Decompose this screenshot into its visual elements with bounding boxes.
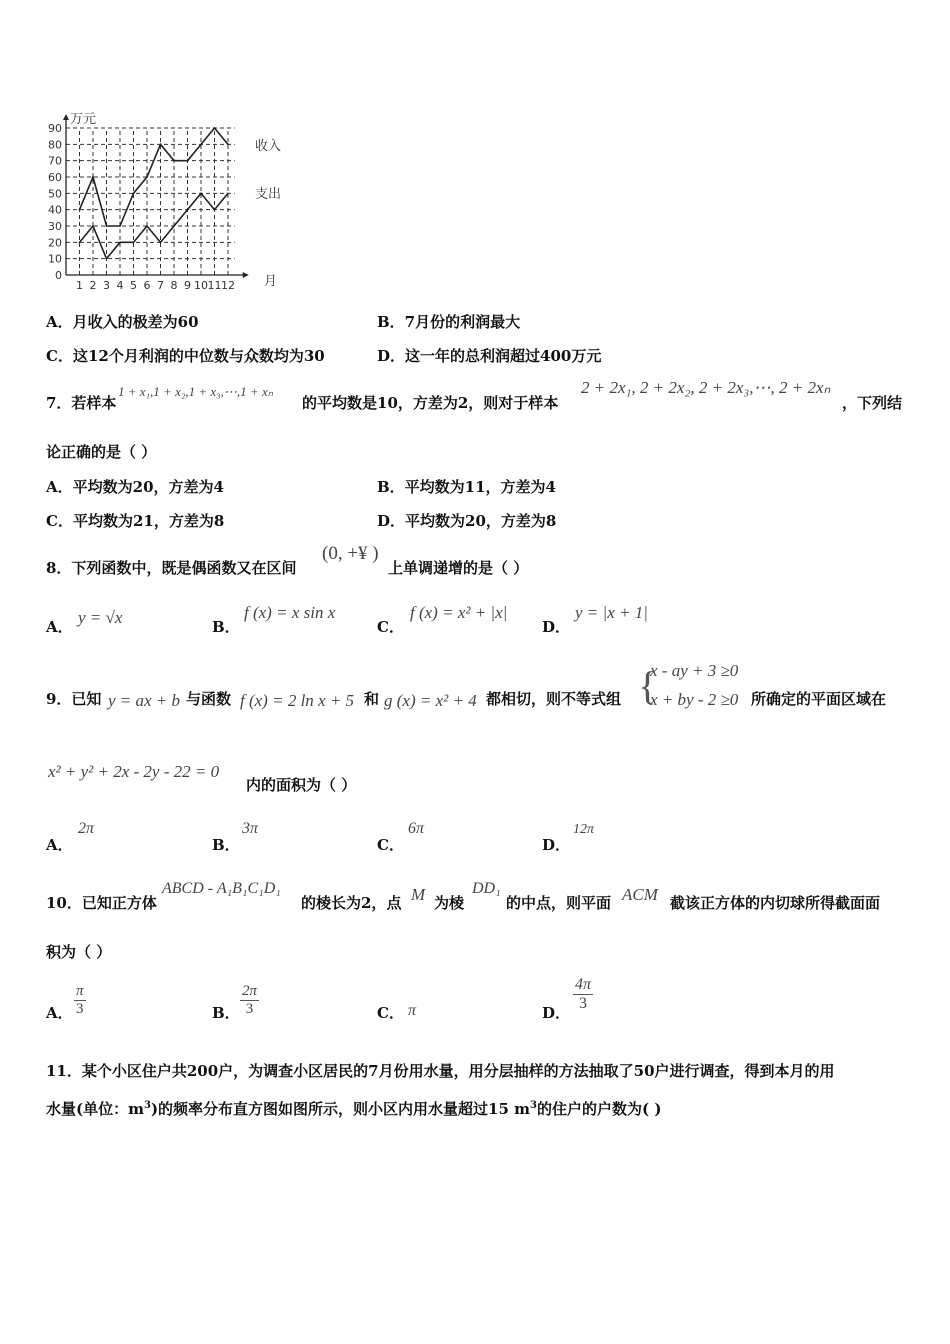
y-tick-label: 80 bbox=[48, 138, 62, 152]
data-point bbox=[187, 209, 189, 211]
q8-label-c[interactable]: C． bbox=[377, 618, 404, 636]
data-point bbox=[146, 225, 148, 227]
q10-t3: 的中点，则平面 bbox=[506, 894, 612, 912]
q7-option-d[interactable]: D．平均数为20，方差为8 bbox=[377, 512, 557, 530]
q10-option-a-num: π bbox=[76, 983, 84, 999]
data-point bbox=[160, 144, 162, 146]
data-point bbox=[119, 225, 121, 227]
q8-label-b[interactable]: B． bbox=[212, 618, 240, 636]
q7-sample1: 1 + x₁,1 + x₂,1 + x₃,⋯,1 + xₙ bbox=[118, 384, 273, 399]
q10-option-b[interactable] bbox=[240, 983, 259, 1018]
y-tick-label: 60 bbox=[48, 171, 62, 184]
q10-cube: ABCD - A₁B₁C₁D₁ bbox=[162, 880, 281, 897]
q9-label-b[interactable]: B． bbox=[212, 836, 240, 854]
q8-option-c[interactable]: f (x) = x² + |x| bbox=[410, 603, 508, 622]
q7-option-a[interactable]: A．平均数为20，方差为4 bbox=[46, 478, 224, 496]
q9-option-c[interactable]: 6π bbox=[408, 820, 425, 837]
x-tick-label: 2 bbox=[89, 279, 97, 292]
q8-label-a[interactable]: A． bbox=[46, 618, 73, 636]
data-point bbox=[92, 225, 94, 227]
legend-income: 收入 bbox=[255, 139, 282, 154]
y-axis-label: 万元 bbox=[70, 112, 97, 127]
data-point bbox=[214, 127, 216, 129]
q9-line: y = ax + b bbox=[108, 691, 181, 710]
q7-option-c[interactable]: C．平均数为21，方差为8 bbox=[46, 512, 225, 530]
q6-option-b[interactable]: B．7月份的利润最大 bbox=[377, 313, 521, 331]
q10-plane: ACM bbox=[622, 885, 658, 904]
q7-mid: 的平均数是10，方差为2，则对于样本 bbox=[302, 394, 559, 412]
data-point bbox=[173, 160, 175, 162]
data-point bbox=[227, 193, 229, 195]
q9-label-d[interactable]: D． bbox=[542, 836, 571, 854]
q10-option-b-num: 2π bbox=[242, 983, 258, 999]
data-point bbox=[133, 193, 135, 195]
q10-label-a[interactable]: A． bbox=[46, 1004, 73, 1022]
q9-t2: 和 bbox=[364, 690, 380, 708]
y-tick-label: 20 bbox=[48, 236, 62, 250]
q9-g: g (x) = x² + 4 bbox=[384, 691, 477, 710]
x-tick-label: 5 bbox=[130, 279, 137, 292]
q10-option-b-den: 3 bbox=[245, 1001, 254, 1017]
q9-option-b[interactable]: 3π bbox=[242, 820, 259, 837]
q9-option-d[interactable]: 12π bbox=[573, 822, 595, 837]
y-tick-label: 90 bbox=[48, 122, 62, 135]
q9-prefix: 9．已知 bbox=[46, 690, 102, 708]
q10-t4: 截该正方体的内切球所得截面面 bbox=[670, 894, 881, 912]
data-point bbox=[173, 225, 175, 227]
x-tick-label: 1 bbox=[76, 279, 83, 292]
q9-label-c[interactable]: C． bbox=[377, 836, 404, 854]
q10-option-c[interactable]: π bbox=[408, 1002, 417, 1019]
q10-option-a[interactable] bbox=[74, 983, 86, 1018]
q7-sample2: 2 + 2x₁, 2 + 2x₂, 2 + 2x₃,⋯, 2 + 2xₙ bbox=[581, 378, 831, 397]
q11-sup1: 3 bbox=[143, 1100, 151, 1111]
q7-prefix: 7．若样本 bbox=[46, 394, 117, 412]
q10-option-d-num: 4π bbox=[575, 976, 592, 993]
q7-suffix: ，下列结 bbox=[842, 394, 903, 412]
x-axis-arrow bbox=[243, 272, 249, 278]
q11-line2b: )的频率分布直方图如图所示，则小区内用水量超过15 m bbox=[150, 1100, 531, 1118]
q9-circle: x² + y² + 2x - 2y - 22 = 0 bbox=[48, 762, 220, 781]
q10-prefix: 10．已知正方体 bbox=[46, 894, 157, 912]
q7-option-b[interactable]: B．平均数为11，方差为4 bbox=[377, 478, 556, 496]
q11-sup2: 3 bbox=[530, 1100, 537, 1111]
chart-ticks bbox=[48, 122, 235, 292]
data-point bbox=[119, 242, 121, 244]
q8-suffix: 上单调递增的是（ ） bbox=[388, 559, 529, 577]
q9-t1: 与函数 bbox=[186, 690, 232, 708]
x-tick-label: 7 bbox=[157, 279, 164, 292]
x-tick-label: 9 bbox=[184, 279, 191, 292]
x-axis-label: 月 bbox=[264, 274, 278, 289]
q9-t5: 内的面积为（ ） bbox=[246, 776, 357, 794]
q10-edge: DD₁ bbox=[472, 880, 501, 897]
data-point bbox=[146, 176, 148, 178]
data-point bbox=[106, 258, 108, 260]
q8-prefix: 8．下列函数中，既是偶函数又在区间 bbox=[46, 559, 297, 577]
x-tick-label: 11 bbox=[207, 279, 222, 292]
y-tick-label: 0 bbox=[55, 269, 62, 282]
q8-label-d[interactable]: D． bbox=[542, 618, 571, 636]
x-tick-label: 10 bbox=[194, 279, 208, 292]
y-axis-arrow bbox=[63, 114, 69, 120]
income-expense-chart bbox=[40, 108, 300, 298]
data-point bbox=[92, 176, 94, 178]
q11-line2 bbox=[46, 1098, 661, 1119]
q10-t2: 为棱 bbox=[434, 894, 465, 912]
data-point bbox=[227, 144, 229, 146]
q9-t3: 都相切，则不等式组 bbox=[486, 690, 622, 708]
q8-interval: (0, +¥ ) bbox=[322, 543, 379, 564]
x-tick-label: 3 bbox=[103, 279, 110, 292]
y-tick-label: 50 bbox=[48, 187, 62, 201]
q6-option-c[interactable]: C．这12个月利润的中位数与众数均为30 bbox=[46, 347, 325, 365]
y-tick-label: 40 bbox=[48, 203, 62, 217]
q6-option-a[interactable]: A．月收入的极差为60 bbox=[46, 313, 199, 331]
q11-line1: 11．某个小区住户共200户，为调查小区居民的7月份用水量，用分层抽样的方法抽取了50户进行调查，得到本月的用 bbox=[46, 1062, 835, 1080]
data-point bbox=[79, 242, 81, 244]
q11-line2a: 水量(单位：m bbox=[46, 1100, 144, 1118]
q10-label-c[interactable]: C． bbox=[377, 1004, 404, 1022]
chart-grid bbox=[66, 128, 235, 275]
q9-f: f (x) = 2 ln x + 5 bbox=[240, 691, 355, 710]
data-point bbox=[187, 160, 189, 162]
x-tick-label: 12 bbox=[221, 279, 235, 292]
legend-expense: 支出 bbox=[255, 187, 282, 202]
x-tick-label: 4 bbox=[116, 279, 124, 292]
data-point bbox=[160, 242, 162, 244]
q9-option-a[interactable]: 2π bbox=[78, 820, 95, 837]
x-tick-label: 8 bbox=[170, 279, 178, 292]
q9-brace: { bbox=[638, 663, 658, 708]
x-tick-label: 6 bbox=[143, 279, 151, 292]
y-tick-label: 30 bbox=[48, 220, 62, 233]
q6-option-d[interactable]: D．这一年的总利润超过400万元 bbox=[377, 347, 602, 365]
q9-t4: 所确定的平面区域在 bbox=[751, 690, 887, 708]
q10-label-b[interactable]: B． bbox=[212, 1004, 240, 1022]
data-point bbox=[133, 242, 135, 244]
data-point bbox=[200, 144, 202, 146]
q7-line2: 论正确的是（ ） bbox=[46, 443, 157, 461]
q10-t1: 的棱长为2，点 bbox=[301, 894, 402, 912]
q10-label-d[interactable]: D． bbox=[542, 1004, 571, 1022]
q8-option-d[interactable]: y = |x + 1| bbox=[575, 603, 648, 622]
chart-axes bbox=[63, 114, 249, 278]
y-tick-label: 10 bbox=[48, 252, 62, 266]
y-tick-label: 70 bbox=[48, 154, 62, 168]
q10-option-d-den: 3 bbox=[579, 995, 587, 1012]
q8-option-b[interactable]: f (x) = x sin x bbox=[244, 603, 336, 622]
q10-point: M bbox=[411, 885, 426, 904]
data-point bbox=[79, 209, 81, 211]
q9-ineq1: x - ay + 3 ≥0 bbox=[650, 661, 739, 680]
data-point bbox=[214, 209, 216, 211]
q10-option-d[interactable] bbox=[573, 976, 593, 1013]
q9-ineq2: x + by - 2 ≥0 bbox=[650, 690, 739, 709]
q8-option-a[interactable]: y = √x bbox=[78, 608, 123, 627]
data-point bbox=[106, 225, 108, 227]
q11-line2c: 的住户的户数为( ) bbox=[537, 1100, 662, 1118]
q10-option-a-den: 3 bbox=[76, 1001, 84, 1017]
q10-line2: 积为（ ） bbox=[46, 943, 112, 961]
data-point bbox=[200, 193, 202, 195]
q9-label-a[interactable]: A． bbox=[46, 836, 73, 854]
